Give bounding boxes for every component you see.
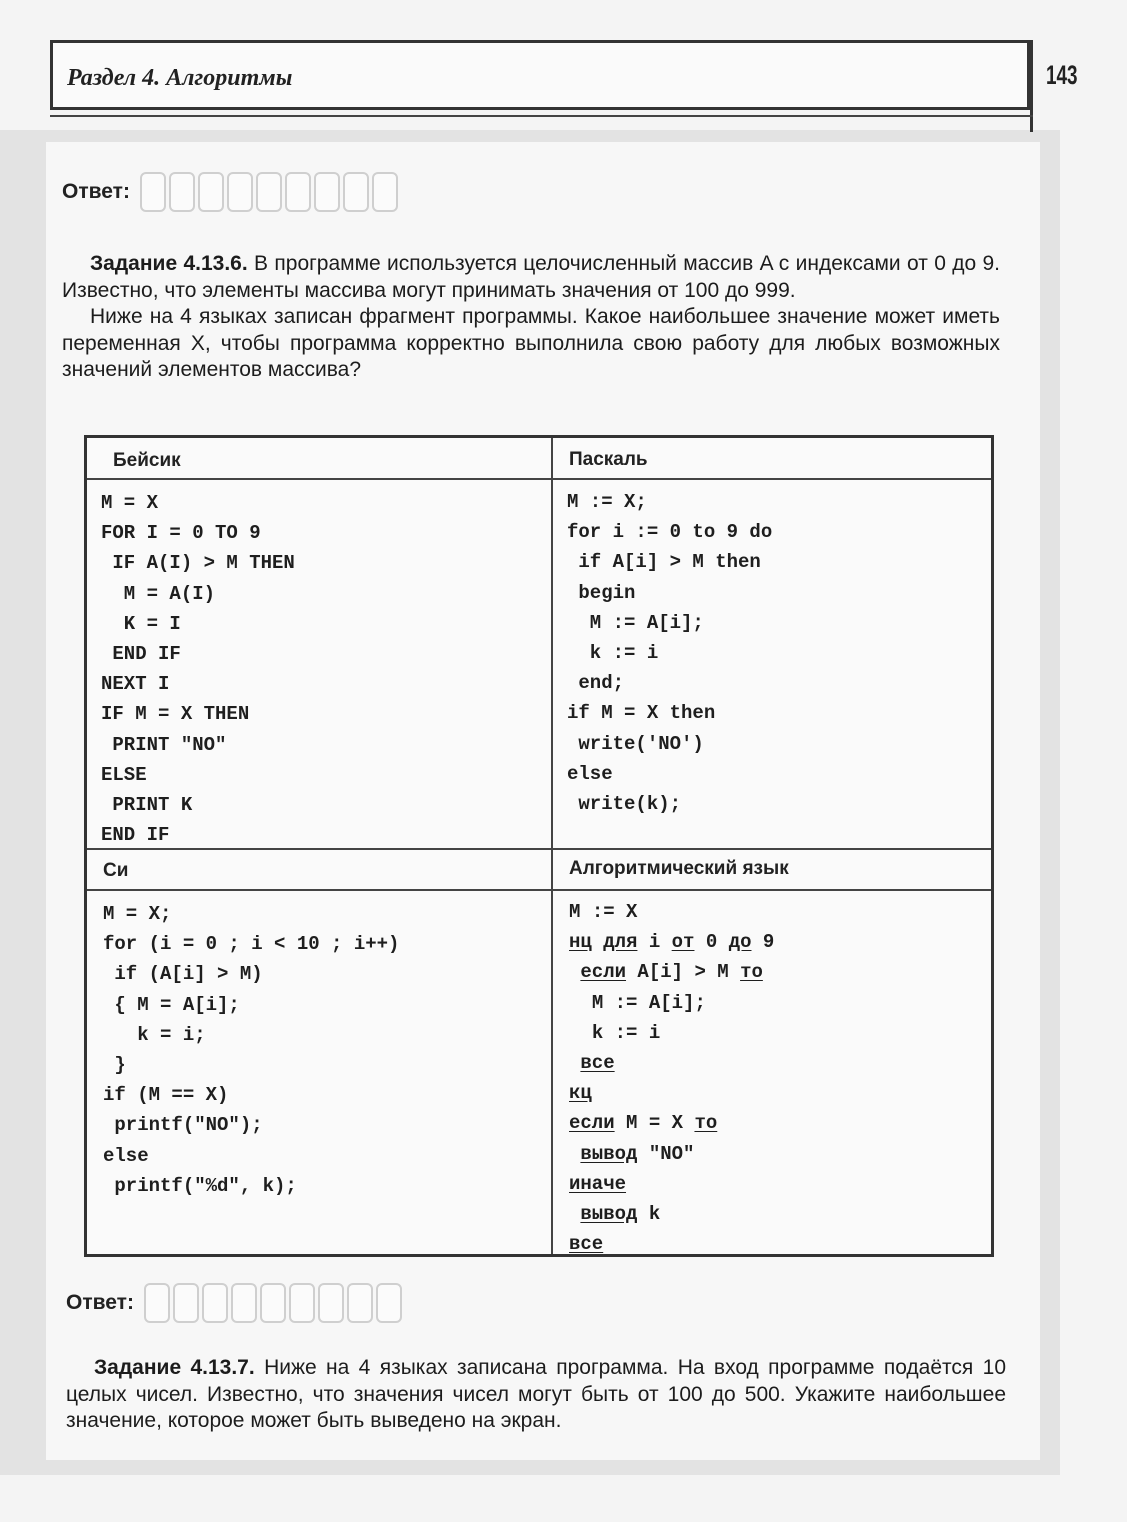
answer-cell[interactable] bbox=[260, 1283, 286, 1323]
task-number: Задание 4.13.6. bbox=[90, 252, 248, 275]
answer-cell[interactable] bbox=[231, 1283, 257, 1323]
task-paragraph bbox=[62, 251, 1000, 304]
code-line: if (M == X) bbox=[103, 1084, 229, 1107]
code-line: M := X bbox=[569, 901, 638, 923]
code-line: k := i bbox=[567, 641, 659, 664]
answer-cell[interactable] bbox=[169, 172, 195, 212]
code-line: k = i; bbox=[103, 1023, 206, 1046]
answer-field-1 bbox=[62, 172, 401, 212]
code-line: PRINT K bbox=[101, 793, 193, 816]
code-line: } bbox=[103, 1053, 126, 1076]
code-line: write('NO') bbox=[567, 732, 704, 755]
c-header: Си bbox=[103, 860, 129, 881]
code-line: if A[i] > M then bbox=[567, 551, 761, 574]
algo-header: Алгоритмический язык bbox=[569, 858, 789, 879]
code-line: M = A(I) bbox=[101, 582, 216, 605]
answer-cell[interactable] bbox=[343, 172, 369, 212]
code-line: вывод k bbox=[580, 1202, 661, 1225]
code-line: { M = A[i]; bbox=[103, 993, 240, 1016]
task-text: Ниже на 4 языках записана программа. На вход программе подаётся 10 целых чисел. Известно, что значения чисел могут быть от 100 до 500. Укажите наибольшее значение, которое может быть выведено на экран. bbox=[66, 1356, 1006, 1432]
task-paragraph: Ниже на 4 языках записан фрагмент программы. Какое наибольшее значение может иметь переменная X, чтобы программа корректно выполнила свою работу для любых возможных значений элементов массива? bbox=[62, 305, 1000, 381]
code-line: printf("NO"); bbox=[103, 1114, 263, 1137]
code-line: IF M = X THEN bbox=[101, 703, 250, 726]
algo-code bbox=[569, 897, 774, 1259]
answer-label: Ответ: bbox=[62, 180, 130, 203]
pascal-header: Паскаль bbox=[569, 449, 648, 470]
code-line: если A[i] > M то bbox=[580, 961, 763, 984]
code-table bbox=[84, 435, 994, 1257]
code-line: M := A[i]; bbox=[567, 611, 704, 634]
basic-header: Бейсик bbox=[113, 450, 181, 471]
answer-field-2 bbox=[66, 1283, 405, 1323]
task-number: Задание 4.13.7. bbox=[94, 1356, 255, 1379]
section-title: Раздел 4. Алгоритмы bbox=[67, 65, 293, 91]
code-line: M = X bbox=[101, 492, 159, 514]
code-line: END IF bbox=[101, 642, 181, 665]
answer-cell[interactable] bbox=[198, 172, 224, 212]
code-line: все bbox=[569, 1233, 604, 1256]
answer-cell[interactable] bbox=[285, 172, 311, 212]
task-paragraph bbox=[66, 1355, 1006, 1435]
answer-cell[interactable] bbox=[140, 172, 166, 212]
code-line: begin bbox=[567, 581, 636, 604]
task-text: В программе используется целочисленный массив A с индексами от 0 до 9. Известно, что элементы массива могут принимать значения от 100 до 999. bbox=[62, 252, 1001, 302]
row-divider bbox=[87, 478, 991, 480]
answer-cell[interactable] bbox=[372, 172, 398, 212]
code-line: if (A[i] > M) bbox=[103, 963, 263, 986]
code-line: M := X; bbox=[567, 491, 647, 513]
task-4-13-6 bbox=[62, 251, 1000, 384]
section-header bbox=[50, 40, 1030, 110]
column-divider bbox=[551, 438, 553, 1254]
code-line: for i := 0 to 9 do bbox=[567, 521, 773, 544]
code-line: else bbox=[103, 1144, 149, 1167]
answer-cell[interactable] bbox=[173, 1283, 199, 1323]
answer-cell[interactable] bbox=[202, 1283, 228, 1323]
answer-cell[interactable] bbox=[376, 1283, 402, 1323]
code-line: PRINT "NO" bbox=[101, 733, 227, 756]
code-line: write(k); bbox=[567, 792, 682, 815]
code-line: если M = X то bbox=[569, 1112, 718, 1135]
code-line: вывод "NO" bbox=[580, 1142, 695, 1165]
answer-cell[interactable] bbox=[318, 1283, 344, 1323]
answer-cells[interactable] bbox=[140, 172, 401, 212]
answer-cell[interactable] bbox=[347, 1283, 373, 1323]
code-line: M = X; bbox=[103, 903, 172, 925]
code-line: IF A(I) > M THEN bbox=[101, 552, 295, 575]
code-line: END IF bbox=[101, 824, 170, 847]
code-line: end; bbox=[567, 672, 625, 695]
code-line: NEXT I bbox=[101, 673, 170, 696]
code-line: кц bbox=[569, 1082, 592, 1105]
answer-label: Ответ: bbox=[66, 1291, 134, 1314]
code-line: нц для i от 0 до 9 bbox=[569, 931, 775, 954]
code-line: K = I bbox=[101, 612, 181, 635]
task-4-13-7 bbox=[66, 1355, 1006, 1435]
code-line: else bbox=[567, 762, 613, 785]
answer-cell[interactable] bbox=[144, 1283, 170, 1323]
code-line: иначе bbox=[569, 1172, 627, 1195]
answer-cell[interactable] bbox=[256, 172, 282, 212]
code-line: k := i bbox=[591, 1021, 661, 1044]
code-line: FOR I = 0 TO 9 bbox=[101, 522, 261, 545]
basic-code bbox=[101, 488, 295, 850]
answer-cell[interactable] bbox=[314, 172, 340, 212]
page-number: 143 bbox=[1046, 60, 1078, 90]
code-line: все bbox=[580, 1051, 615, 1074]
header-rule bbox=[50, 115, 1033, 117]
code-line: printf("%d", k); bbox=[103, 1174, 297, 1197]
answer-cells[interactable] bbox=[144, 1283, 405, 1323]
answer-cell[interactable] bbox=[289, 1283, 315, 1323]
code-line: if M = X then bbox=[567, 702, 716, 725]
c-code bbox=[103, 899, 399, 1201]
pascal-code bbox=[567, 487, 772, 819]
code-line: M := A[i]; bbox=[591, 991, 706, 1014]
answer-cell[interactable] bbox=[227, 172, 253, 212]
code-line: ELSE bbox=[101, 763, 147, 786]
header-divider bbox=[1030, 40, 1033, 132]
row-divider bbox=[87, 889, 991, 891]
code-line: for (i = 0 ; i < 10 ; i++) bbox=[103, 933, 400, 956]
